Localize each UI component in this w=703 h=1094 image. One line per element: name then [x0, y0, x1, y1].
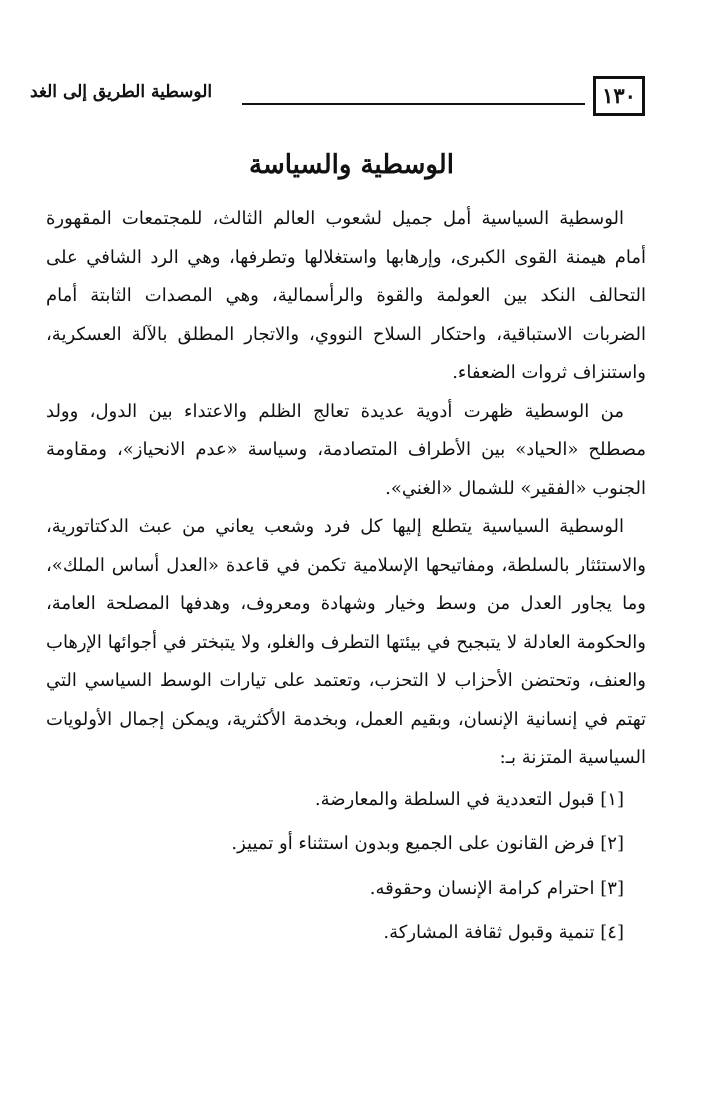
body-text — [46, 200, 646, 956]
paragraph: الوسطية السياسية أمل جميل لشعوب العالم الثالث، للمجتمعات المقهورة أمام هيمنة القوى الكبرى، وإرهابها واستغلالها وتطرفها، وهي الرد الشافي على التحالف النكد بين العولمة والقوة والرأسمالية، وهي المصدات الثابتة أمام الضربات الاستباقية، واحتكار السلاح النووي، والاتجار المطلق بالآلة العسكرية، واستنزاف ثروات الضعفاء. — [46, 208, 646, 383]
header-rule — [242, 103, 585, 105]
list-item: [١] قبول التعددية في السلطة والمعارضة. — [314, 788, 624, 810]
paragraph: من الوسطية ظهرت أدوية عديدة تعالج الظلم والاعتداء بين الدول، وولد مصطلح «الحياد» بين الأطراف المتصادمة، وسياسة «عدم الانحياز»، ومقاومة الجنوب «الفقير» للشمال «الغني». — [46, 400, 646, 499]
priorities-list — [46, 778, 646, 956]
chapter-title: الوسطية والسياسة — [249, 150, 454, 180]
page-header — [30, 76, 645, 120]
list-item: [٢] فرض القانون على الجميع وبدون استثناء أو تمييز. — [231, 833, 624, 854]
paragraph: الوسطية السياسية يتطلع إليها كل فرد وشعب يعاني من عبث الدكتاتورية، والاستئثار بالسلطة، ومفاتيحها الإسلامية تكمن في قاعدة «العدل أساس الملك»، وما يجاور العدل من وسط وخيار وشهادة ومعروف، وهدفها المصلحة العامة، والحكومة العادلة لا يتبجبح في بيئتها التطرف والغلو، ولا يتبختر في أجوائها الإرهاب والعنف، وتحتضن الأحزاب لا التحزب، وتعتمد على تيارات الوسط السياسي التي تهتم في إنسانية الإنسان، وبقيم العمل، وبخدمة الأكثرية، ويمكن إجمال الأولويات السياسية المتزنة بـ: — [46, 516, 646, 768]
list-item: [٣] احترام كرامة الإنسان وحقوقه. — [369, 877, 624, 899]
page-number: ١٣٠ — [593, 76, 645, 116]
list-item: [٤] تنمية وقبول ثقافة المشاركة. — [383, 922, 624, 943]
running-title: الوسطية الطريق إلى الغد — [30, 82, 213, 102]
